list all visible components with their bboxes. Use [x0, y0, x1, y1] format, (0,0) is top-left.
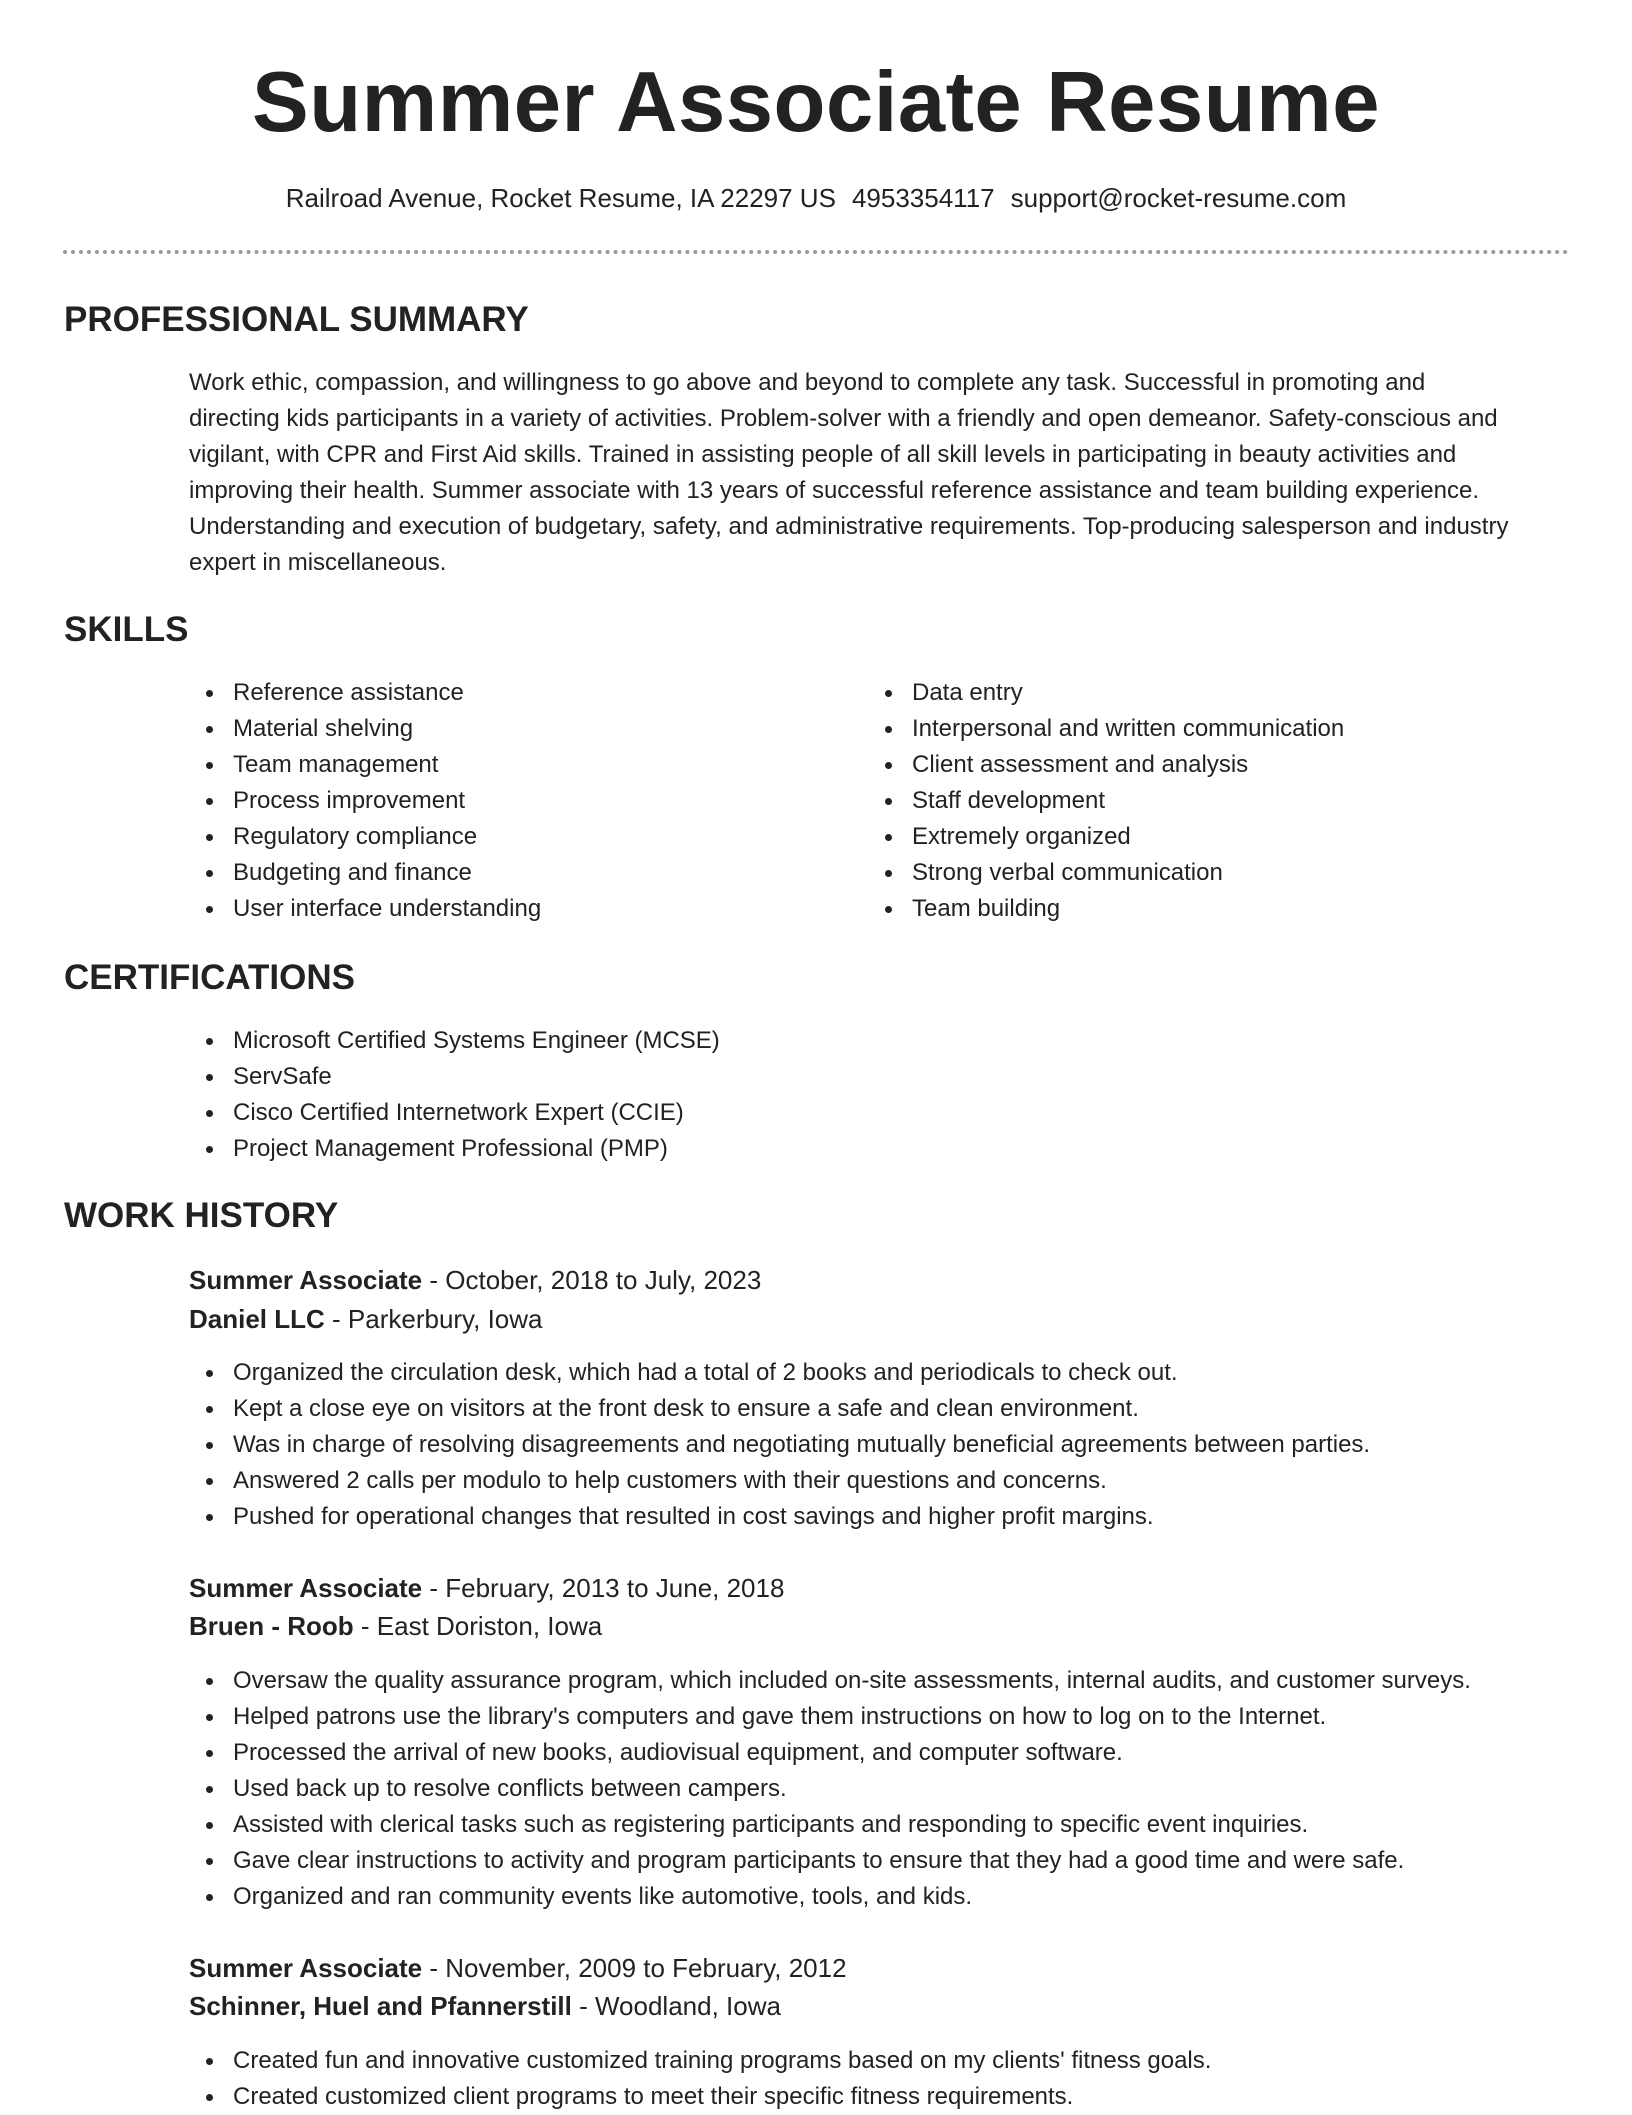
work-history-heading: WORK HISTORY — [64, 1196, 339, 1235]
contact-phone: 4953354117 — [851, 183, 995, 213]
certifications-heading: CERTIFICATIONS — [64, 958, 356, 997]
summary-paragraph — [189, 365, 1569, 581]
job-company: Bruen - Roob — [189, 1611, 354, 1641]
header-divider — [63, 250, 1569, 254]
job-location: - Woodland, Iowa — [571, 1991, 781, 2021]
job-bullet: Used back up to resolve conflicts between campers. — [189, 1771, 1589, 1807]
job-company-line — [189, 1301, 543, 1337]
skill-item: Material shelving — [189, 711, 809, 747]
job-bullet: Answered 2 calls per modulo to help customers with their questions and concerns. — [189, 1463, 1569, 1499]
certification-item: Project Management Professional (PMP) — [189, 1131, 1489, 1167]
summary-line: improving their health. Summer associate with 13 years of successful reference assistance and team building experience. — [189, 477, 1479, 504]
summary-line: directing kids participants in a variety of activities. Problem-solver with a friendly and open demeanor. Safety-conscious and — [189, 405, 1498, 432]
summary-line: Work ethic, compassion, and willingness to go above and beyond to complete any task. Successful in promoting and — [189, 369, 1426, 396]
job-bullet: Created fun and innovative customized training programs based on my clients' fitness goals. — [189, 2043, 1569, 2079]
skill-item: Regulatory compliance — [189, 819, 809, 855]
job-bullet: Organized the circulation desk, which had a total of 2 books and periodicals to check out. — [189, 1355, 1569, 1391]
skills-list-right — [868, 675, 1548, 927]
skill-item: Staff development — [868, 783, 1548, 819]
job-role: Summer Associate — [189, 1953, 423, 1983]
certification-item: ServSafe — [189, 1059, 1489, 1095]
job-company: Schinner, Huel and Pfannerstill — [189, 1991, 572, 2021]
skills-list-left — [189, 675, 809, 927]
job-bullet: Oversaw the quality assurance program, which included on-site assessments, internal audits, and customer surveys. — [189, 1663, 1589, 1699]
job-bullet: Gave clear instructions to activity and program participants to ensure that they had a good time and were safe. — [189, 1843, 1589, 1879]
skills-heading: SKILLS — [64, 610, 189, 649]
summary-line: vigilant, with CPR and First Aid skills. Trained in assisting people of all skill levels in participating in beauty activities and — [189, 441, 1457, 468]
skill-item: Client assessment and analysis — [868, 747, 1548, 783]
job-dates: - February, 2013 to June, 2018 — [422, 1573, 785, 1603]
job-bullet: Created customized client programs to meet their specific fitness requirements. — [189, 2079, 1569, 2115]
certification-item: Microsoft Certified Systems Engineer (MCSE) — [189, 1023, 1489, 1059]
job-dates: - November, 2009 to February, 2012 — [422, 1953, 847, 1983]
job-company-line — [189, 1988, 781, 2024]
job-title-line — [189, 1570, 784, 1606]
skill-item: Reference assistance — [189, 675, 809, 711]
job-company: Daniel LLC — [189, 1304, 325, 1334]
summary-line: expert in miscellaneous. — [189, 549, 447, 576]
job-bullet: Pushed for operational changes that resulted in cost savings and higher profit margins. — [189, 1499, 1569, 1535]
skill-item: Budgeting and finance — [189, 855, 809, 891]
job-bullet: Organized and ran community events like automotive, tools, and kids. — [189, 1879, 1589, 1915]
contact-email[interactable]: support@rocket-resume.com — [1010, 183, 1347, 213]
certifications-list — [189, 1023, 1489, 1167]
summary-heading: PROFESSIONAL SUMMARY — [64, 300, 529, 339]
job-dates: - October, 2018 to July, 2023 — [422, 1265, 762, 1295]
resume-title: Summer Associate Resume — [252, 55, 1380, 150]
skill-item: Extremely organized — [868, 819, 1548, 855]
job-bullets — [189, 1663, 1589, 1915]
job-role: Summer Associate — [189, 1265, 423, 1295]
job-title-line — [189, 1950, 847, 1986]
skill-item: Team management — [189, 747, 809, 783]
job-bullet: Was in charge of resolving disagreements and negotiating mutually beneficial agreements between parties. — [189, 1427, 1569, 1463]
contact-address: Railroad Avenue, Rocket Resume, IA 22297 US — [285, 183, 836, 213]
certification-item: Cisco Certified Internetwork Expert (CCIE) — [189, 1095, 1489, 1131]
job-bullet: Processed the arrival of new books, audiovisual equipment, and computer software. — [189, 1735, 1589, 1771]
job-company-line — [189, 1608, 602, 1644]
skill-item: Interpersonal and written communication — [868, 711, 1548, 747]
skill-item: Strong verbal communication — [868, 855, 1548, 891]
job-bullet: Helped patrons use the library's computers and gave them instructions on how to log on to the Internet. — [189, 1699, 1589, 1735]
skill-item: Team building — [868, 891, 1548, 927]
skill-item: Data entry — [868, 675, 1548, 711]
contact-line — [0, 181, 1632, 215]
job-location: - Parkerbury, Iowa — [324, 1304, 543, 1334]
job-title-line — [189, 1262, 761, 1298]
skill-item: Process improvement — [189, 783, 809, 819]
skill-item: User interface understanding — [189, 891, 809, 927]
job-role: Summer Associate — [189, 1573, 423, 1603]
job-bullets — [189, 1355, 1569, 1535]
job-bullet: Kept a close eye on visitors at the front desk to ensure a safe and clean environment. — [189, 1391, 1569, 1427]
job-location: - East Doriston, Iowa — [353, 1611, 603, 1641]
job-bullets — [189, 2043, 1569, 2115]
job-bullet: Assisted with clerical tasks such as registering participants and responding to specific event inquiries. — [189, 1807, 1589, 1843]
summary-line: Understanding and execution of budgetary, safety, and administrative requirements. Top-producing salesperson and industry — [189, 513, 1509, 540]
